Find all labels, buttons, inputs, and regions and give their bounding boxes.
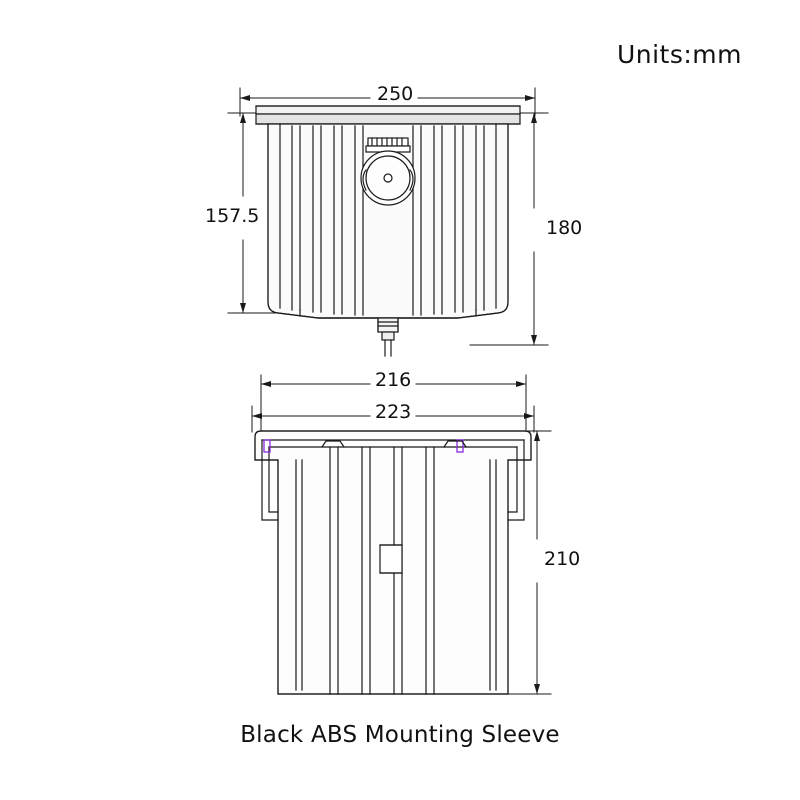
cable-gland-assembly: [361, 138, 415, 205]
upper-flange: [256, 106, 520, 124]
dimension-label-216: 216: [375, 369, 412, 391]
figure-caption: Black ABS Mounting Sleeve: [240, 722, 560, 748]
upper-conduit-stem: [378, 318, 398, 356]
dimension-label-210: 210: [544, 548, 581, 570]
lower-sleeve-view: [255, 431, 531, 694]
dimension-label-180: 180: [546, 217, 583, 239]
units-label: Units:mm: [616, 40, 742, 69]
dimension-label-223: 223: [375, 401, 412, 423]
dimension-label-250: 250: [377, 83, 414, 105]
dimension-label-157-5: 157.5: [205, 205, 260, 227]
